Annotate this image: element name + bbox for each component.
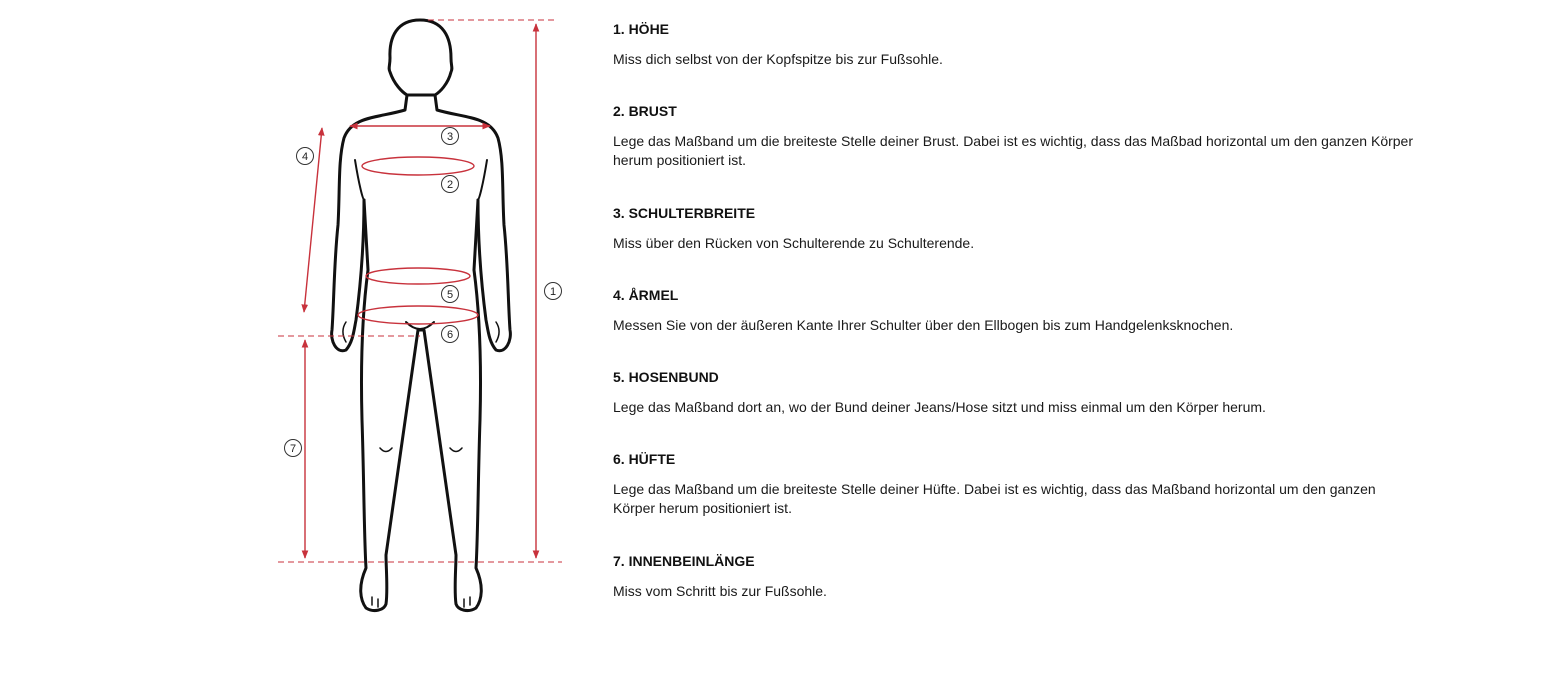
measurement-sleeve xyxy=(613,286,1413,368)
svg-text:5: 5 xyxy=(446,289,454,301)
measurement-title: 3. SCHULTERBREITE xyxy=(613,205,756,221)
body-figure-diagram xyxy=(260,0,580,640)
marker-1 xyxy=(545,283,562,300)
measurement-shoulder-width xyxy=(613,204,1413,286)
measurement-description: Miss über den Rücken von Schulterende zu Schulterende. xyxy=(613,235,975,251)
measurement-description: Messen Sie von der äußeren Kante Ihrer Schulter über den Ellbogen bis zum Handgelenksknochen. xyxy=(613,317,1234,333)
reference-lines xyxy=(278,20,562,562)
svg-text:2: 2 xyxy=(446,179,454,191)
measurement-hip xyxy=(613,450,1413,552)
measurement-waistband xyxy=(613,368,1413,450)
measurement-title: 7. INNENBEINLÄNGE xyxy=(613,553,755,569)
measurement-inseam xyxy=(613,552,1413,634)
measurement-title: 2. BRUST xyxy=(613,103,677,119)
svg-text:6: 6 xyxy=(446,329,454,341)
measurement-guides xyxy=(301,24,536,558)
marker-3 xyxy=(442,128,459,145)
measurement-title: 5. HOSENBUND xyxy=(613,369,719,385)
measurement-description: Lege das Maßband um die breiteste Stelle deiner Hüfte. Dabei ist es wichtig, dass das Maßband horizontal um den ganzen Körper herum positioniert ist. xyxy=(613,481,1376,516)
measurement-title: 1. HÖHE xyxy=(613,21,670,37)
measurement-description: Miss dich selbst von der Kopfspitze bis zur Fußsohle. xyxy=(613,51,943,67)
measurement-description: Miss vom Schritt bis zur Fußsohle. xyxy=(613,583,827,599)
marker-7 xyxy=(285,440,302,457)
svg-text:1: 1 xyxy=(549,286,557,298)
measurement-description: Lege das Maßband um die breiteste Stelle deiner Brust. Dabei ist es wichtig, dass das Maßbad horizontal um den ganzen Körper herum positioniert ist. xyxy=(613,133,1413,168)
marker-6 xyxy=(442,326,459,343)
measurement-height xyxy=(613,20,1413,102)
measurement-chest xyxy=(613,102,1413,204)
measurement-title: 6. HÜFTE xyxy=(613,451,676,467)
measurement-description: Lege das Maßband dort an, wo der Bund deiner Jeans/Hose sitzt und miss einmal um den Körper herum. xyxy=(613,399,1266,415)
human-body-outline-icon xyxy=(260,0,580,640)
marker-2 xyxy=(442,176,459,193)
measurement-title: 4. ÅRMEL xyxy=(613,287,679,303)
svg-text:7: 7 xyxy=(289,443,297,455)
measurement-instructions xyxy=(613,20,1413,634)
marker-5 xyxy=(442,286,459,303)
marker-4 xyxy=(297,148,314,165)
svg-text:3: 3 xyxy=(446,131,454,143)
svg-text:4: 4 xyxy=(301,151,309,163)
